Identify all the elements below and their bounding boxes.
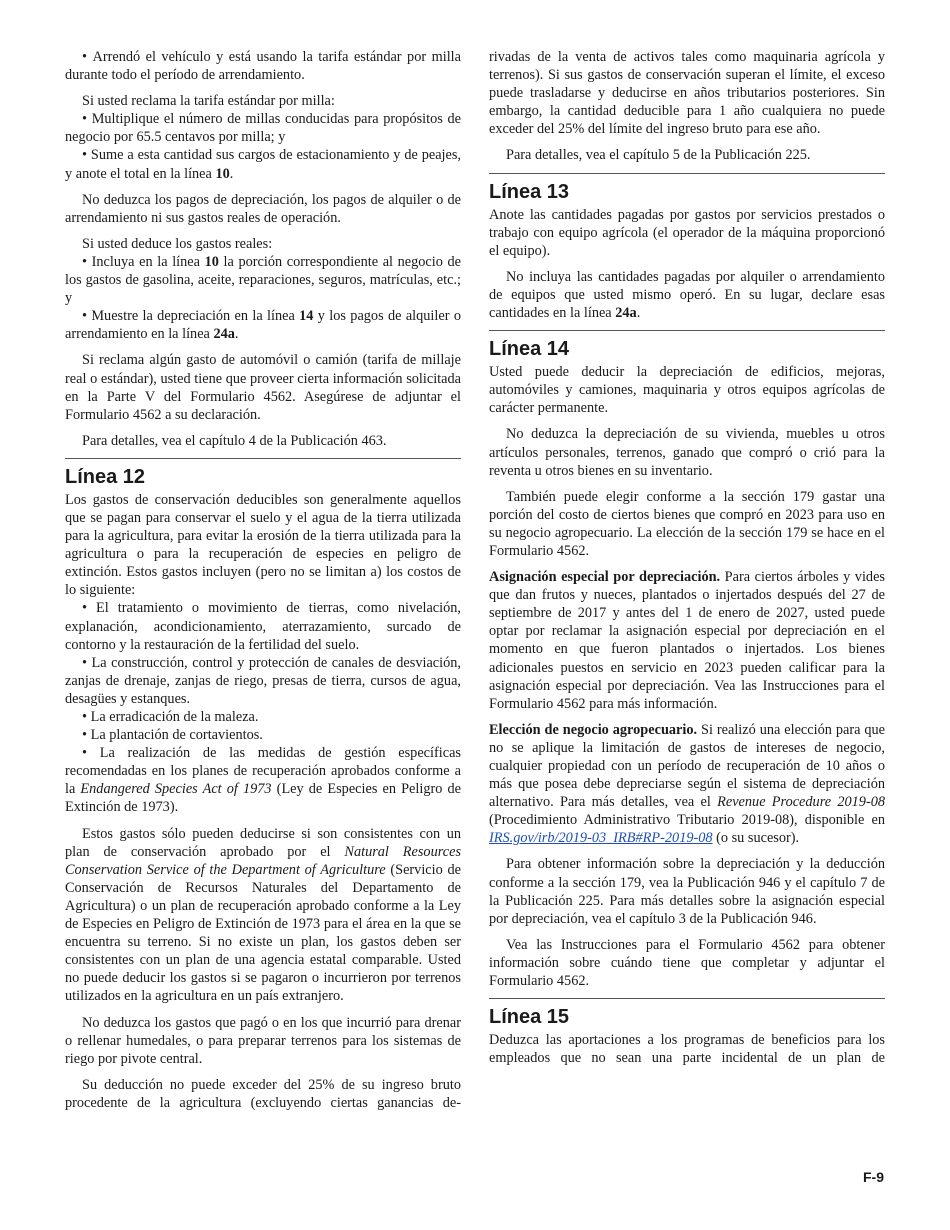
paragraph-special-allowance: Asignación especial por depreciación. Para ciertos árboles y vides que dan frutos y nueces, plantados o injertados después del 27 de septiembre de 2017 y antes del 1 de enero de 2027, usted puede optar por reclamar la asignación especial por depreciación en el momento en que fueron plantados o injertados. Los bienes adicionales puestos en servicio en 2023 pueden calificar para la asignación especial por depreciación. Vea las Instrucciones para el Formulario 4562 para más información. xyxy=(489,569,885,712)
list-item: • La plantación de cortavientos. xyxy=(65,726,461,744)
bullet-leased-vehicle: • Arrendó el vehículo y está usando la tarifa estándar por milla durante todo el período de arrendamiento. xyxy=(65,48,461,84)
heading-line-13: Línea 13 xyxy=(489,180,570,203)
bullet-add-parking: • Sume a esta cantidad sus cargos de estacionamiento y de peajes, y anote el total en la línea 10. xyxy=(65,146,461,182)
heading-line-12: Línea 12 xyxy=(65,465,146,488)
section-divider xyxy=(489,173,885,174)
page-number: F-9 xyxy=(863,1169,884,1185)
heading-line-14: Línea 14 xyxy=(489,338,570,361)
right-column xyxy=(489,48,885,1075)
paragraph-rental-exclusion: No incluya las cantidades pagadas por alquiler o arrendamiento de equipos que usted mismo operó. En su lugar, declare esas cantidades en la línea 24a. xyxy=(489,268,885,322)
section-divider xyxy=(489,330,885,331)
paragraph-farming-election: Elección de negocio agropecuario. Si realizó una elección para que no se aplique la limitación de gastos de intereses de negocio, cualquier propiedad con un período de recuperación de 10 años o más que posea debe depreciarse según el sistema de depreciación alternativo. Para más detalles, vea el Revenue Procedure 2019-08 (Procedimiento Administrativo Tributario 2019-08), disponible en IRS.gov/irb/2019-03_IRB#RP-2019-08 (o su sucesor). xyxy=(489,721,885,847)
paragraph-deduction-limit: Su deducción no puede exceder del 25% de su ingreso bruto procedente de la agricultura (excluyendo ciertas ganancias de- xyxy=(65,1076,461,1111)
paragraph-no-deduct-depreciation: No deduzca los pagos de depreciación, los pagos de alquiler o de arrendamiento ni sus gastos reales de operación. xyxy=(65,191,461,226)
paragraph-section-179: También puede elegir conforme a la sección 179 gastar una porción del costo de ciertos bienes que compró en 2023 para uso en su negocio agropecuario. La elección de la sección 179 se hace en el Formulario 4562. xyxy=(489,488,885,559)
list-item: • El tratamiento o movimiento de tierras, como nivelación, explanación, acondicionamiento, aterrazamiento, surcado de contorno y la restauración de la fertilidad del suelo. xyxy=(65,599,461,653)
standard-rate-lead: Si usted reclama la tarifa estándar por milla: xyxy=(82,93,335,110)
list-item: • La realización de las medidas de gestión específicas recomendadas en los planes de recuperación aprobados conforme a la Endangered Species Act of 1973 (Ley de Especies en Peligro de Extinción de 1973). xyxy=(65,744,461,816)
section-divider xyxy=(489,998,885,999)
paragraph-conservation-expenses: Los gastos de conservación deducibles son generalmente aquellos que se pagan para conservar el suelo y el agua de la tierra utilizada para la agricultura, para evitar la erosión de la tierra utilizada para la agricultura o para la recuperación de especies en peligro de extinción. Estos gastos incluyen (pero no se limitan a) los costos de lo siguiente: xyxy=(65,491,461,599)
paragraph-employee-benefits: Deduzca las aportaciones a los programas de beneficios para los empleados que no sean una parte incidental de un plan de xyxy=(489,1032,885,1067)
list-item: • La construcción, control y protección de canales de desviación, zanjas de drenaje, zanjas de riego, presas de tierra, cursos de agua, desagües y estanques. xyxy=(65,654,461,708)
paragraph-conservation-plan: Estos gastos sólo pueden deducirse si son consistentes con un plan de conservación aprobado por el Natural Resources Conservation Service of the Department of Agriculture (Servicio de Conservación de Recursos Naturales del Departamento de Agricultura) o un plan de recuperación aprobado conforme a la Ley de Especies en Peligro de Extinción de 1973 para el área en la que se encuentra su terreno. Si no existe un plan, los gastos deben ser consistentes con un plan de una agencia estatal comparable. Usted no puede deducir los gastos si se pagaron o incurrieron por terrenos utilizados en la agricultura en un país extranjero. xyxy=(65,825,462,1005)
actual-expenses-lead: Si usted deduce los gastos reales: xyxy=(82,235,273,252)
paragraph-wetlands: No deduzca los gastos que pagó o en los que incurrió para drenar o rellenar humedales, o para preparar terrenos para los sistemas de riego por pivote central. xyxy=(65,1014,461,1067)
paragraph-pub946: Para obtener información sobre la depreciación y la deducción conforme a la sección 179, vea la Publicación 946 y el capítulo 7 de la Publicación 225. Para más detalles sobre la asignación especial por depreciación, vea el capítulo 3 de la Publicación 946. xyxy=(489,856,885,927)
paragraph-no-home-depreciation: No deduzca la depreciación de su vivienda, muebles u otros artículos personales, terrenos, ganado que compró o crió para la reventa u otros bienes en su inventario. xyxy=(489,426,885,479)
paragraph-custom-hire: Anote las cantidades pagadas por gastos por servicios prestados o trabajo con equipo agrícola (el operador de la máquina proporcionó el equipo). xyxy=(489,206,885,259)
bullet-multiply-miles: • Multiplique el número de millas conducidas para propósitos de negocio por 65.5 centavos por milla; y xyxy=(65,110,461,146)
heading-line-15: Línea 15 xyxy=(489,1006,570,1029)
list-item: • La erradicación de la maleza. xyxy=(65,708,461,726)
bullet-include-line10: • Incluya en la línea 10 la porción correspondiente al negocio de los gastos de gasolina, aceite, reparaciones, seguros, matrículas, etc.; y xyxy=(65,253,461,307)
left-column xyxy=(65,48,461,1120)
paragraph-details-pub225: Para detalles, vea el capítulo 5 de la Publicación 225. xyxy=(506,147,811,164)
bullet-show-depreciation: • Muestre la depreciación en la línea 14 y los pagos de alquiler o arrendamiento en la línea 24a. xyxy=(65,307,461,343)
irs-bulletin-link[interactable]: IRS.gov/irb/2019-03_IRB#RP-2019-08 xyxy=(489,830,713,847)
paragraph-details-pub463: Para detalles, vea el capítulo 4 de la Publicación 463. xyxy=(82,432,387,449)
paragraph-form4562: Vea las Instrucciones para el Formulario 4562 para obtener información sobre cuándo tiene que completar y adjuntar el Formulario 4562. xyxy=(489,936,885,990)
section-divider xyxy=(65,458,461,459)
paragraph-vehicle-claim: Si reclama algún gasto de automóvil o camión (tarifa de millaje real o estándar), usted tiene que proveer cierta información solicitada en la Parte V del Formulario 4562. Asegúrese de adjuntar el Formulario 4562 a su declaración. xyxy=(65,352,461,423)
paragraph-deduction-limit-continued: rivadas de la venta de activos tales como maquinaria agrícola y terrenos). Si sus gastos de conservación superan el límite, el exceso puede trasladarse y deducirse en años tributarios posteriores. Sin embargo, la cantidad deducible para 1 año cualquiera no puede exceder del 25% del límite del ingreso bruto para ese año. xyxy=(489,49,885,138)
paragraph-depreciation: Usted puede deducir la depreciación de edificios, mejoras, automóviles y camiones, maquinaria y otros equipos agrícolas de carácter permanente. xyxy=(489,364,885,417)
